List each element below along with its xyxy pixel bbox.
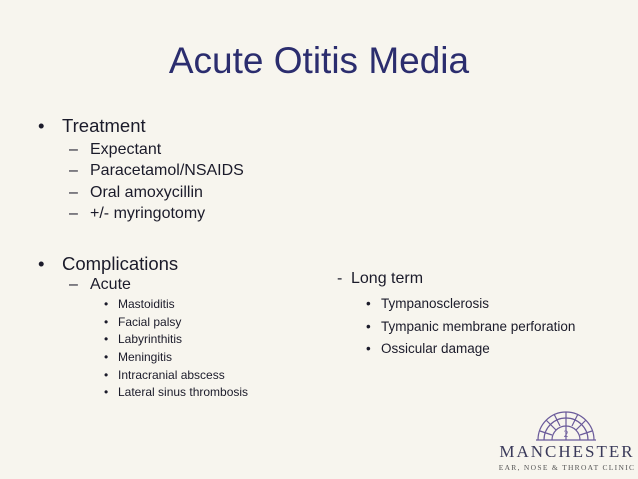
slide-title: Acute Otitis Media <box>168 40 470 81</box>
long-term-item-label: Tympanosclerosis <box>381 296 490 311</box>
bullet-complications <box>38 253 178 275</box>
treatment-item-label: Oral amoxycillin <box>90 184 203 201</box>
long-term-item-label: Tympanic membrane perforation <box>381 319 576 334</box>
bullet-glyph: • <box>38 253 45 274</box>
bullet-glyph: • <box>104 332 109 346</box>
acute-item <box>104 332 182 346</box>
bullet-treatment <box>38 115 146 137</box>
bullet-glyph: • <box>104 315 109 329</box>
long-term-item <box>366 319 575 334</box>
logo-name: MANCHESTER <box>499 442 635 461</box>
acute-item <box>104 315 181 329</box>
acute-item <box>104 297 175 311</box>
acute-item-label: Mastoiditis <box>118 297 175 311</box>
clinic-emblem-icon <box>534 404 598 442</box>
bullet-glyph: • <box>104 368 109 382</box>
acute-item-label: Lateral sinus thrombosis <box>118 385 249 399</box>
dash-glyph: – <box>69 162 78 179</box>
emblem-text: 2 <box>563 429 569 439</box>
treatment-label: Treatment <box>62 115 146 136</box>
bullet-glyph: • <box>104 350 109 364</box>
treatment-item-label: Paracetamol/NSAIDS <box>90 162 244 179</box>
acute-item-label: Facial palsy <box>118 315 182 329</box>
long-term-item <box>366 341 490 356</box>
acute-item <box>104 368 225 382</box>
acute-heading <box>69 276 131 294</box>
dash-glyph: – <box>69 276 78 293</box>
long-term-item-label: Ossicular damage <box>381 341 490 356</box>
treatment-item <box>69 184 203 202</box>
complications-label: Complications <box>62 253 179 274</box>
acute-item <box>104 385 248 399</box>
treatment-item <box>69 205 205 223</box>
acute-item <box>104 350 172 364</box>
acute-item-label: Intracranial abscess <box>118 368 225 382</box>
bullet-glyph: • <box>366 341 371 356</box>
acute-item-label: Labyrinthitis <box>118 332 183 346</box>
treatment-item <box>69 162 244 180</box>
bullet-glyph: • <box>38 115 45 136</box>
treatment-item <box>69 141 161 159</box>
treatment-item-label: Expectant <box>90 141 162 158</box>
long-term-heading <box>337 270 423 288</box>
bullet-glyph: • <box>366 296 371 311</box>
dash-glyph: - <box>337 270 343 287</box>
bullet-glyph: • <box>104 385 109 399</box>
dash-glyph: – <box>69 184 78 201</box>
dash-glyph: – <box>69 141 78 158</box>
treatment-item-label: +/- myringotomy <box>90 205 206 222</box>
long-term-item <box>366 296 489 311</box>
bullet-glyph: • <box>104 297 109 311</box>
logo-subtitle: EAR, NOSE & THROAT CLINIC <box>498 463 636 472</box>
clinic-logo <box>498 404 636 476</box>
bullet-glyph: • <box>366 319 371 334</box>
dash-glyph: – <box>69 205 78 222</box>
long-term-label: Long term <box>351 270 424 287</box>
acute-label: Acute <box>90 276 131 293</box>
acute-item-label: Meningitis <box>118 350 173 364</box>
